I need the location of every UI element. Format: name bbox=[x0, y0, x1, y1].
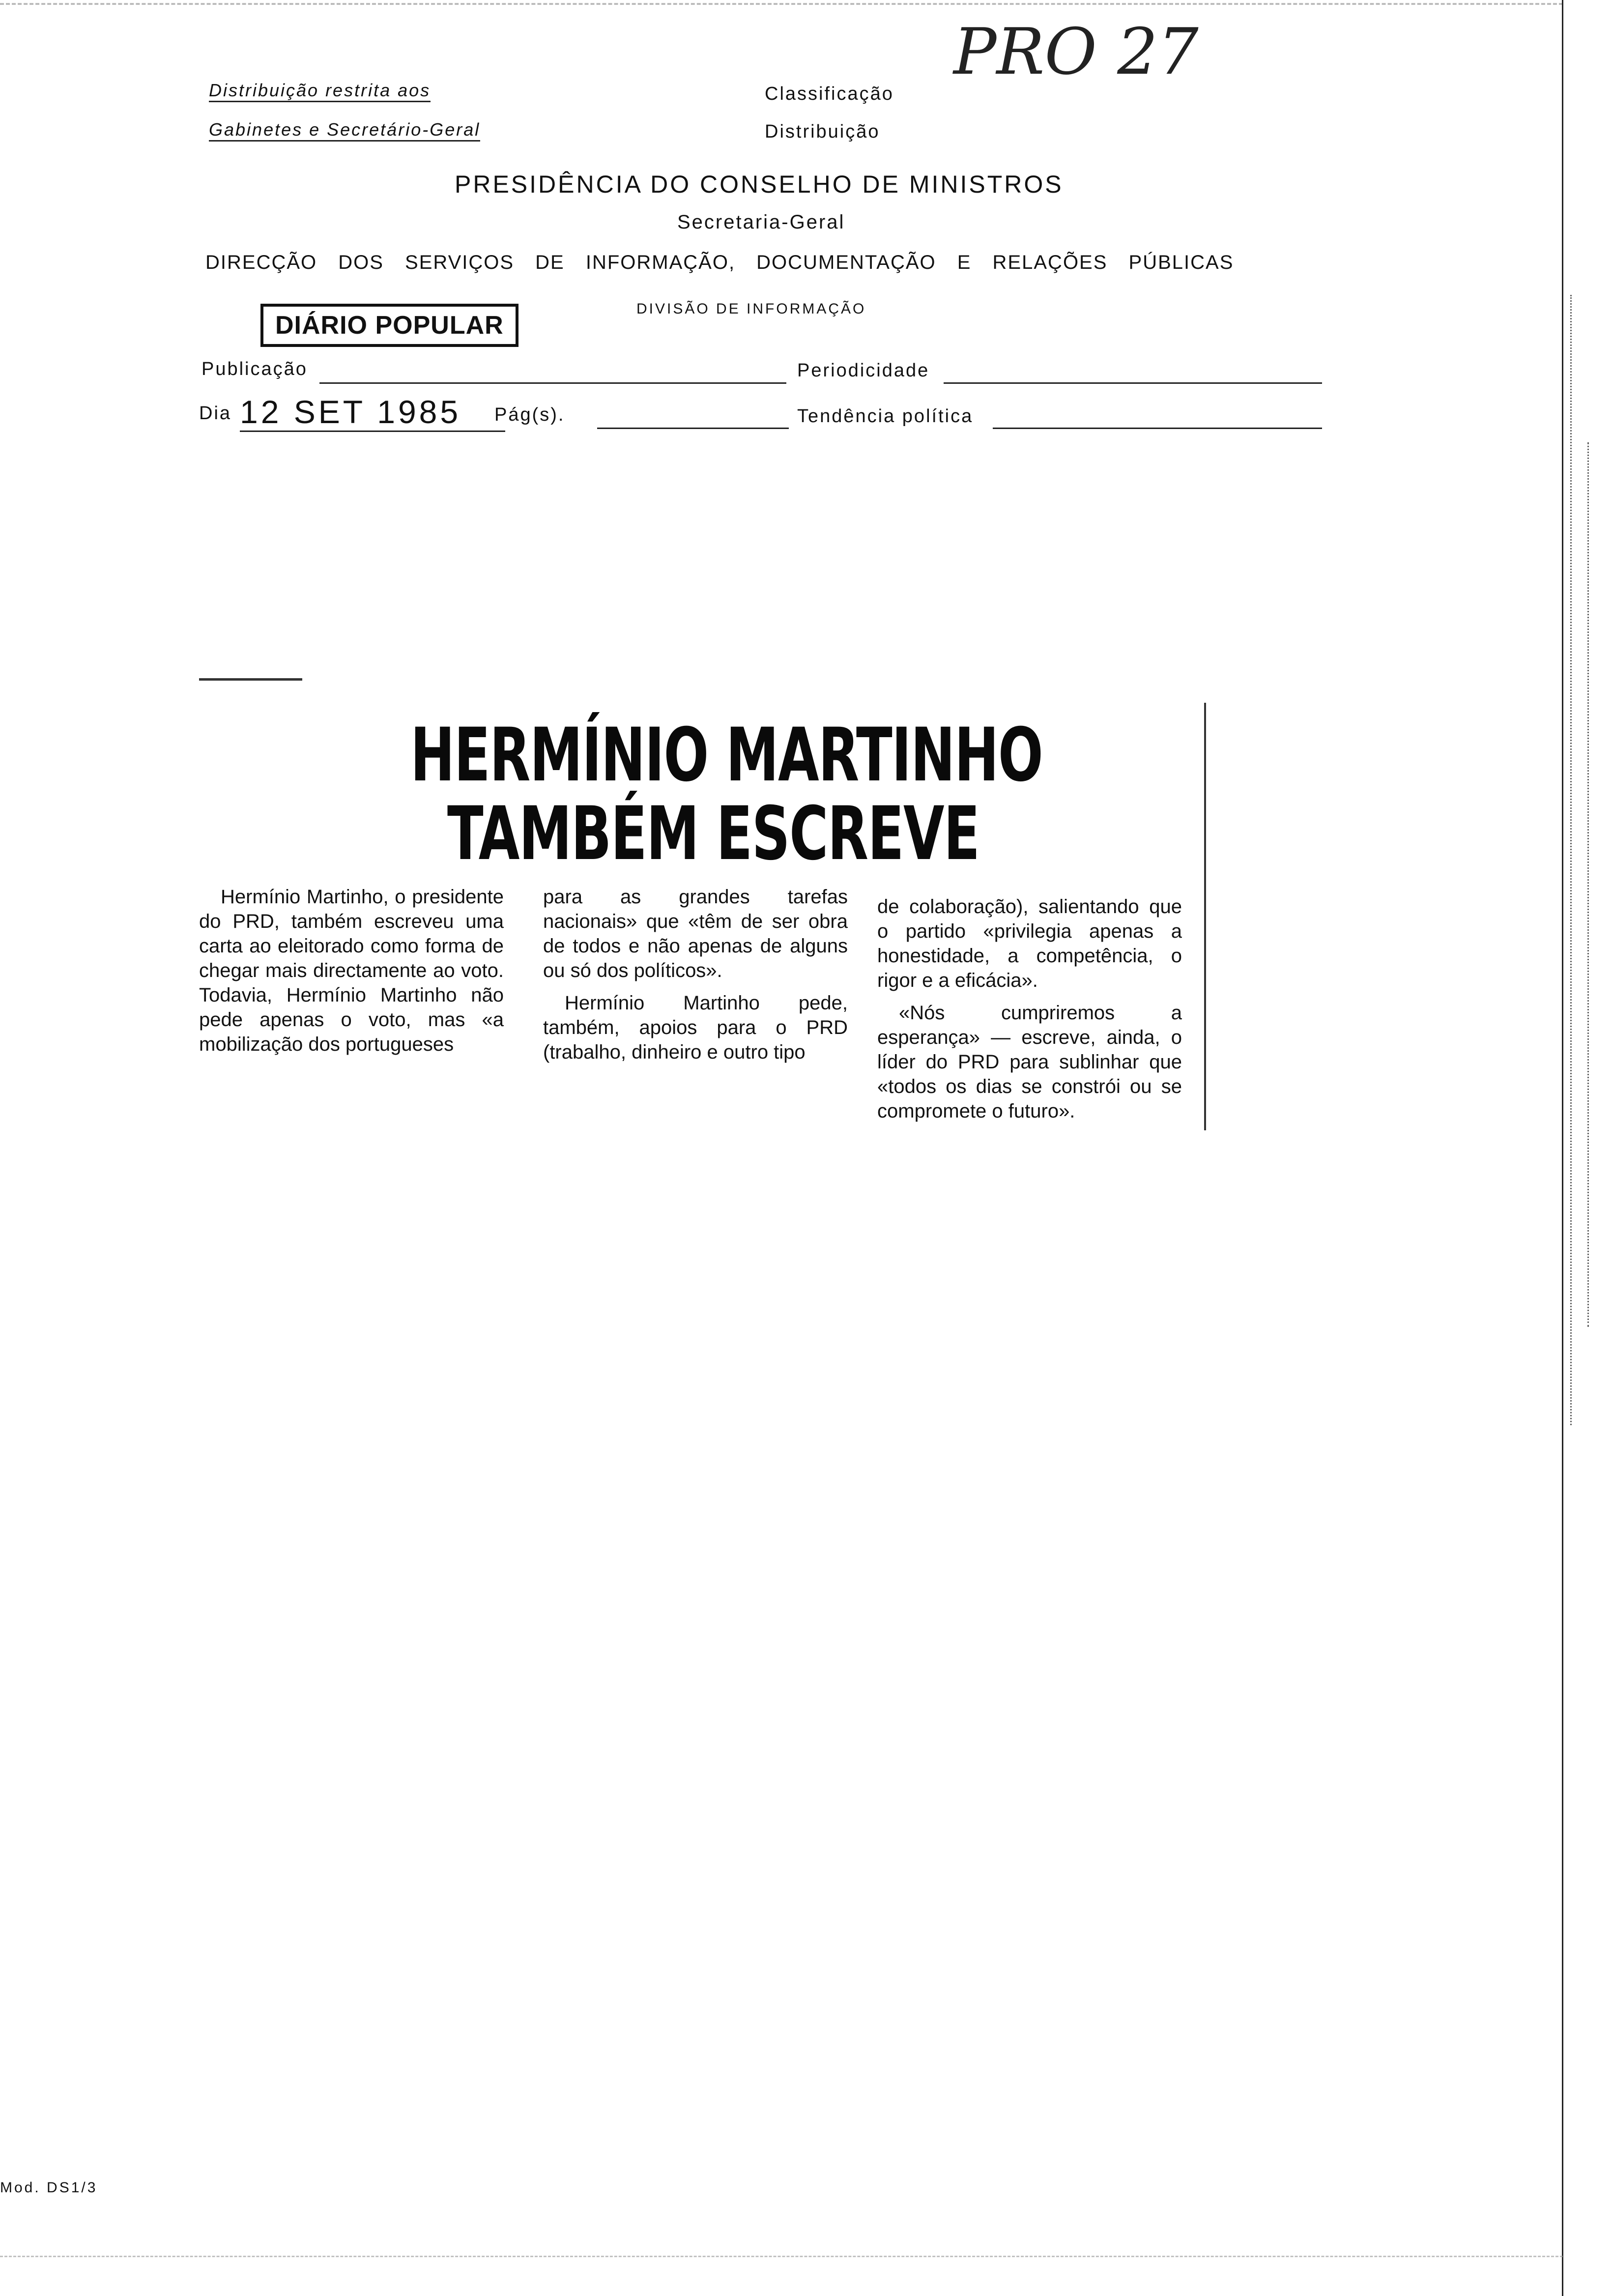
scan-noise bbox=[1570, 295, 1572, 1425]
tendency-label: Tendência política bbox=[797, 406, 974, 427]
article-column-1 bbox=[199, 885, 504, 1064]
restricted-line-1: Distribuição restrita aos bbox=[209, 80, 431, 102]
scan-noise bbox=[1587, 442, 1589, 1327]
periodicity-field-line bbox=[944, 382, 1322, 384]
publication-label: Publicação bbox=[202, 359, 308, 379]
classification-label: Classificação bbox=[765, 84, 894, 104]
page-edge bbox=[1562, 0, 1563, 2296]
headline-line-2: TAMBÉM ESCREVE bbox=[447, 791, 979, 877]
pages-label: Pág(s). bbox=[494, 404, 565, 425]
article-paragraph: para as grandes tarefas nacionais» que «têm de ser obra de todos e não apenas de alguns ou só dos políticos». bbox=[543, 886, 848, 981]
tendency-field-line bbox=[993, 428, 1322, 429]
publication-field-line bbox=[319, 382, 786, 384]
office-subtitle: Secretaria-Geral bbox=[677, 211, 845, 233]
article-paragraph: «Nós cumpriremos a esperança» — escreve, ainda, o líder do PRD para sublinhar que «todos os dias se constrói ou se compromete o futuro». bbox=[877, 1002, 1182, 1122]
handwritten-annotation: PRO 27 bbox=[953, 14, 1199, 89]
restricted-line-2: Gabinetes e Secretário-Geral bbox=[209, 119, 480, 142]
directorate-line: DIRECÇÃO DOS SERVIÇOS DE INFORMAÇÃO, DOCUMENTAÇÃO E RELAÇÕES PÚBLICAS bbox=[205, 252, 1234, 273]
article-column-3 bbox=[877, 894, 1182, 1131]
headline-line-1: HERMÍNIO MARTINHO bbox=[410, 713, 1043, 798]
office-title: PRESIDÊNCIA DO CONSELHO DE MINISTROS bbox=[455, 171, 1064, 198]
publication-stamp: DIÁRIO POPULAR bbox=[260, 304, 518, 347]
day-value-stamp: 12 SET 1985 bbox=[240, 393, 505, 432]
article-paragraph: Hermínio Martinho pede, também, apoios para o PRD (trabalho, dinheiro e outro tipo bbox=[543, 992, 848, 1063]
pages-field-line bbox=[597, 428, 789, 429]
day-label: Dia bbox=[199, 403, 232, 424]
clipping-right-rule bbox=[1204, 703, 1206, 1130]
model-code: Mod. DS1/3 bbox=[0, 2180, 98, 2196]
newspaper-clipping bbox=[199, 678, 1211, 1145]
bottom-edge bbox=[0, 2256, 1563, 2257]
periodicity-label: Periodicidade bbox=[797, 360, 930, 381]
article-column-2 bbox=[543, 885, 848, 1072]
division-label: DIVISÃO DE INFORMAÇÃO bbox=[636, 301, 866, 317]
top-edge bbox=[0, 3, 1563, 5]
article-paragraph: de colaboração), salientando que o partido «privilegia apenas a honestidade, a competência, o rigor e a eficácia». bbox=[877, 896, 1182, 991]
clipping-top-rule bbox=[199, 678, 302, 681]
distribution-label: Distribuição bbox=[765, 121, 880, 142]
article-paragraph: Hermínio Martinho, o presidente do PRD, também escreveu uma carta ao eleitorado como forma de chegar mais directamente ao voto. Todavia, Hermínio Martinho não pede apenas o voto, mas «a mobilização dos portugueses bbox=[199, 886, 504, 1055]
